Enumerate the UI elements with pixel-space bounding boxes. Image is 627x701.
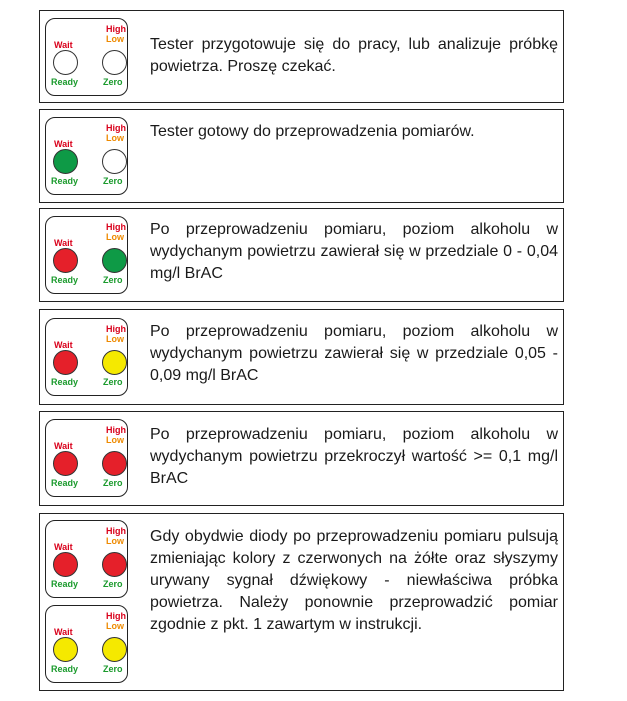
zero-label: Zero — [103, 579, 123, 589]
zero-label: Zero — [103, 664, 123, 674]
led-left-icon — [53, 637, 78, 662]
led-left-icon — [53, 50, 78, 75]
wait-label: Wait — [54, 542, 73, 552]
led-right-icon — [102, 451, 127, 476]
low-label: Low — [106, 536, 124, 546]
low-label: Low — [106, 621, 124, 631]
indicator-panel — [45, 18, 128, 96]
zero-label: Zero — [103, 478, 123, 488]
legend-row-below-004 — [39, 208, 564, 302]
led-right-icon — [102, 637, 127, 662]
legend-row-invalid-sample — [39, 513, 564, 691]
indicator-panel — [45, 216, 128, 294]
high-label: High — [106, 526, 126, 536]
legend-row-005-009 — [39, 309, 564, 405]
high-label: High — [106, 222, 126, 232]
legend-row-warming-up — [39, 10, 564, 103]
legend-row-ready — [39, 109, 564, 203]
led-left-icon — [53, 149, 78, 174]
row-description: Gdy obydwie diody po przeprowadzeniu pomiaru pulsują zmieniając kolory z czerwonych na żółte oraz słyszymy urywany sygnał dźwiękowy - niewłaściwa próbka powietrza. Należy ponownie przeprowadzić pomiar zgodnie z pkt. 1 zawartym w instrukcji. — [150, 528, 558, 633]
ready-label: Ready — [51, 377, 79, 387]
ready-label: Ready — [51, 77, 79, 87]
wait-label: Wait — [54, 340, 73, 350]
high-label: High — [106, 123, 126, 133]
low-label: Low — [106, 435, 124, 445]
legend-row-above-01 — [39, 411, 564, 506]
led-right-icon — [102, 50, 127, 75]
row-description: Tester przygotowuje się do pracy, lub analizuje próbkę powietrza. Proszę czekać. — [150, 36, 558, 75]
indicator-panel — [45, 520, 128, 598]
led-left-icon — [53, 451, 78, 476]
wait-label: Wait — [54, 40, 73, 50]
wait-label: Wait — [54, 441, 73, 451]
led-right-icon — [102, 552, 127, 577]
zero-label: Zero — [103, 77, 123, 87]
wait-label: Wait — [54, 627, 73, 637]
led-right-icon — [102, 149, 127, 174]
led-left-icon — [53, 350, 78, 375]
indicator-panel — [45, 605, 128, 683]
led-right-icon — [102, 248, 127, 273]
ready-label: Ready — [51, 664, 79, 674]
low-label: Low — [106, 34, 124, 44]
led-left-icon — [53, 552, 78, 577]
high-label: High — [106, 611, 126, 621]
indicator-panel — [45, 419, 128, 497]
zero-label: Zero — [103, 275, 123, 285]
row-description: Po przeprowadzeniu pomiaru, poziom alkoholu w wydychanym powietrzu przekroczył wartość >= 0,1 mg/l BrAC — [150, 426, 558, 487]
led-right-icon — [102, 350, 127, 375]
wait-label: Wait — [54, 238, 73, 248]
low-label: Low — [106, 334, 124, 344]
row-description: Tester gotowy do przeprowadzenia pomiarów. — [150, 123, 475, 140]
high-label: High — [106, 324, 126, 334]
zero-label: Zero — [103, 176, 123, 186]
low-label: Low — [106, 232, 124, 242]
indicator-panel — [45, 117, 128, 195]
row-description: Po przeprowadzeniu pomiaru, poziom alkoholu w wydychanym powietrzu zawierał się w przedziale 0 - 0,04 mg/l BrAC — [150, 221, 558, 282]
zero-label: Zero — [103, 377, 123, 387]
ready-label: Ready — [51, 478, 79, 488]
row-description: Po przeprowadzeniu pomiaru, poziom alkoholu w wydychanym powietrzu zawierał się w przedziale 0,05 - 0,09 mg/l BrAC — [150, 323, 558, 384]
high-label: High — [106, 24, 126, 34]
wait-label: Wait — [54, 139, 73, 149]
high-label: High — [106, 425, 126, 435]
ready-label: Ready — [51, 275, 79, 285]
ready-label: Ready — [51, 176, 79, 186]
led-left-icon — [53, 248, 78, 273]
ready-label: Ready — [51, 579, 79, 589]
low-label: Low — [106, 133, 124, 143]
indicator-panel — [45, 318, 128, 396]
